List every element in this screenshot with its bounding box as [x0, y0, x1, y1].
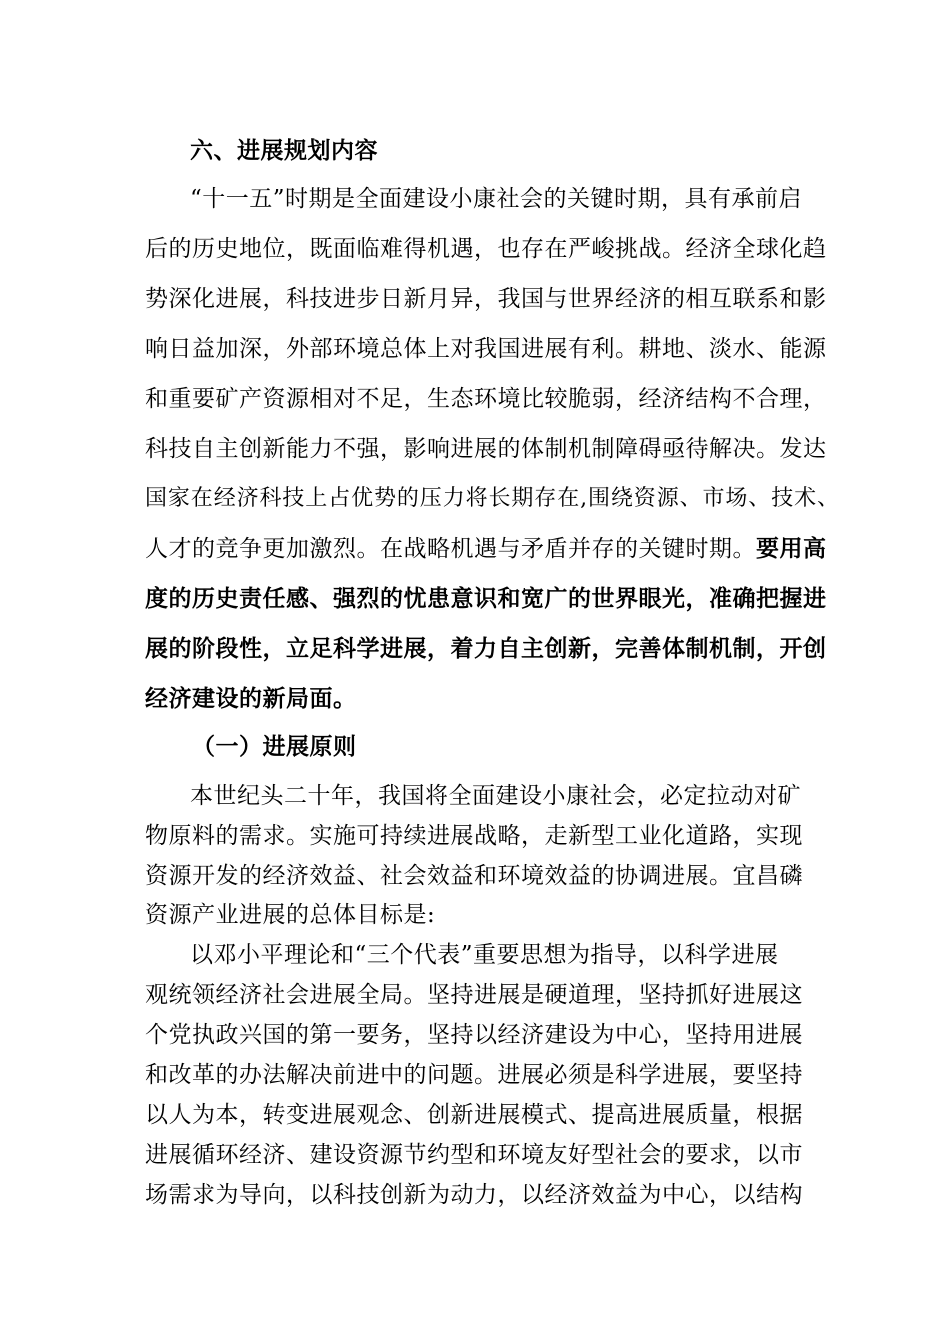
paragraph-line: 场需求为导向，以科技创新为动力，以经济效益为中心，以结构 [145, 1182, 803, 1208]
paragraph-line: 观统领经济社会进展全局。坚持进展是硬道理，坚持抓好进展这 [145, 982, 803, 1008]
paragraph-line: 资源开发的经济效益、社会效益和环境效益的协调进展。宜昌磷 [145, 863, 803, 889]
paragraph-line: 本世纪头二十年，我国将全面建设小康社会，必定拉动对矿 [190, 783, 801, 809]
paragraph-line: 和重要矿产资源相对不足，生态环境比较脆弱，经济结构不合理， [145, 386, 827, 412]
paragraph-line: 个党执政兴国的第一要务，坚持以经济建设为中心，坚持用进展 [145, 1022, 803, 1048]
paragraph-line: 和改革的办法解决前进中的问题。进展必须是科学进展，要坚持 [145, 1062, 803, 1088]
emphasis-line: 度的历史责任感、强烈的忧患意识和宽广的世界眼光，准确把握进 [145, 585, 827, 612]
subsection-heading: （一）进展原则 [192, 733, 357, 760]
section-heading: 六、进展规划内容 [190, 137, 378, 164]
paragraph-line: 后的历史地位，既面临难得机遇，也存在严峻挑战。经济全球化趋 [145, 236, 827, 262]
paragraph-line: 科技自主创新能力不强，影响进展的体制机制障碍亟待解决。发达 [145, 436, 827, 462]
paragraph-line: 资源产业进展的总体目标是: [145, 902, 436, 928]
emphasis-line: 经济建设的新局面。 [145, 685, 357, 712]
paragraph-line: 以人为本，转变进展观念、创新进展模式、提高进展质量，根据 [145, 1102, 803, 1128]
paragraph-text: 人才的竞争更加激烈。在战略机遇与矛盾并存的关键时期。 [145, 536, 756, 562]
paragraph-line [145, 534, 827, 564]
paragraph-line: 以邓小平理论和“三个代表”重要思想为指导，以科学进展 [190, 942, 779, 968]
paragraph-line: 响日益加深，外部环境总体上对我国进展有利。耕地、淡水、能源 [145, 336, 827, 362]
paragraph-line: 进展循环经济、建设资源节约型和环境友好型社会的要求，以市 [145, 1142, 803, 1168]
paragraph-line: 国家在经济科技上占优势的压力将长期存在,围绕资源、市场、技术、 [145, 486, 840, 511]
emphasis-line: 展的阶段性，立足科学进展，着力自主创新，完善体制机制，开创 [145, 635, 827, 662]
paragraph-line: 物原料的需求。实施可持续进展战略，走新型工业化道路，实现 [145, 823, 803, 849]
paragraph-line: “十一五”时期是全面建设小康社会的关键时期，具有承前启 [190, 186, 803, 212]
paragraph-line: 势深化进展，科技进步日新月异，我国与世界经济的相互联系和影 [145, 286, 827, 312]
emphasis-text: 要用高 [756, 535, 827, 562]
